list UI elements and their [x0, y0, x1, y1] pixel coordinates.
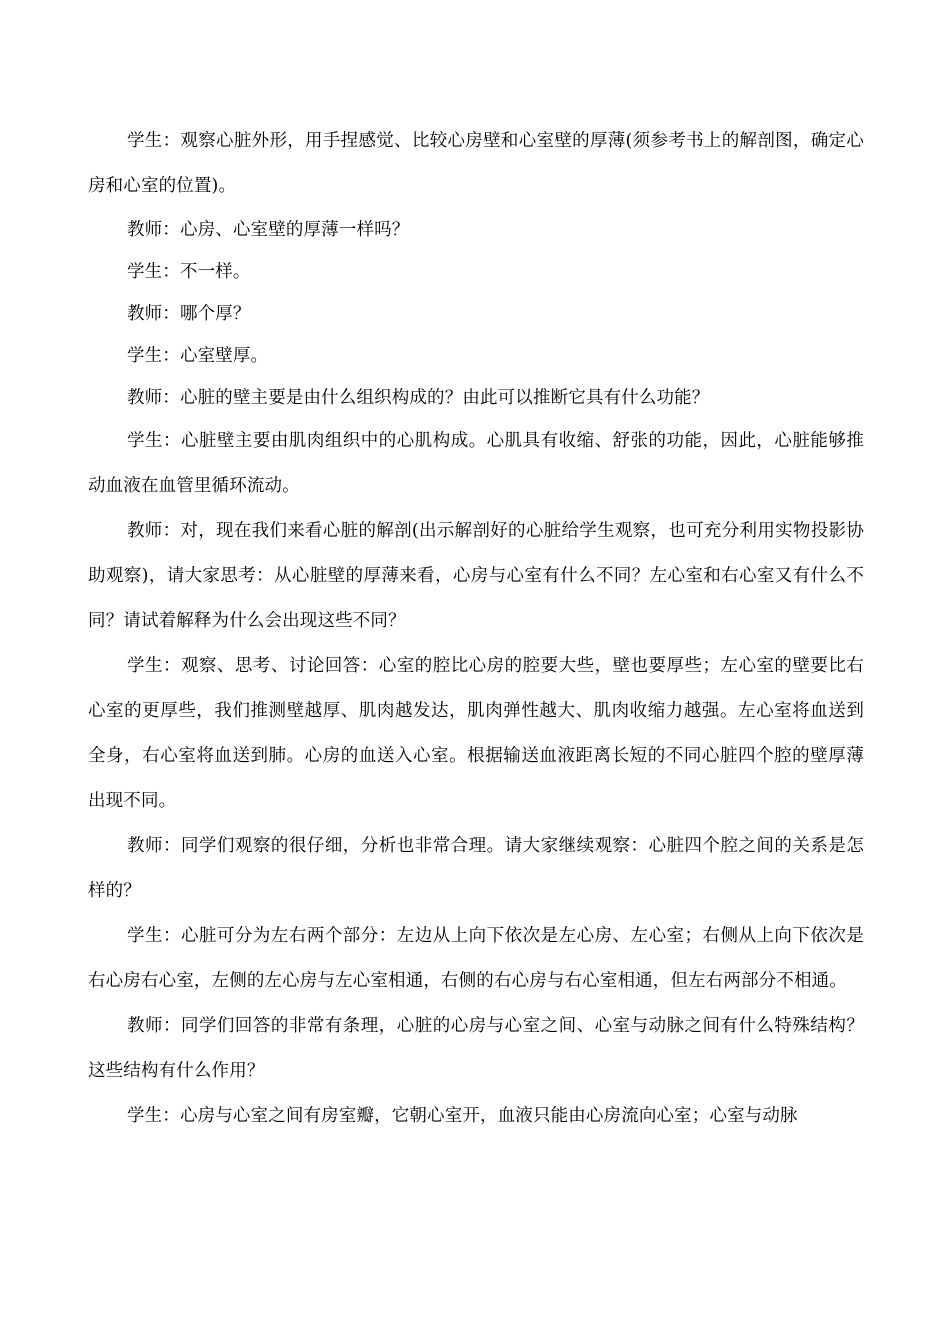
paragraph-8: 教师：对，现在我们来看心脏的解剖(出示解剖好的心脏给学生观察，也可充分利用实物投影协助观察)，请大家思考：从心脏壁的厚薄来看，心房与心室有什么不同？左心室和右心室又有什么不同？请试着解释为什么会出现这些不同？: [88, 521, 864, 631]
paragraph-1: 学生：观察心脏外形，用手捏感觉、比较心房壁和心室壁的厚薄(须参考书上的解剖图，确定心房和心室的位置)。: [88, 131, 864, 196]
paragraph-3: 学生：不一样。: [127, 262, 251, 282]
paragraph-7: 学生：心脏壁主要由肌肉组织中的心肌构成。心肌具有收缩、舒张的功能，因此，心脏能够推动血液在血管里循环流动。: [88, 431, 864, 496]
document-page: [88, 119, 864, 1139]
paragraph-12: 教师：同学们回答的非常有条理，心脏的心房与心室之间、心室与动脉之间有什么特殊结构？这些结构有什么作用？: [88, 1016, 864, 1081]
paragraph-2: 教师：心房、心室壁的厚薄一样吗？: [127, 220, 410, 240]
paragraph-11: 学生：心脏可分为左右两个部分：左边从上向下依次是左心房、左心室；右侧从上向下依次是右心房右心室，左侧的左心房与左心室相通，右侧的右心房与右心室相通，但左右两部分不相通。: [88, 926, 864, 991]
paragraph-6: 教师：心脏的壁主要是由什么组织构成的？由此可以推断它具有什么功能？: [127, 388, 710, 408]
paragraph-13: 学生：心房与心室之间有房室瓣，它朝心室开，血液只能由心房流向心室；心室与动脉: [127, 1106, 798, 1126]
paragraph-5: 学生：心室壁厚。: [127, 346, 269, 366]
paragraph-4: 教师：哪个厚？: [127, 304, 251, 324]
paragraph-9: 学生：观察、思考、讨论回答：心室的腔比心房的腔要大些，壁也要厚些；左心室的壁要比右心室的更厚些，我们推测壁越厚、肌肉越发达，肌肉弹性越大、肌肉收缩力越强。左心室将血送到全身，右心室将血送到肺。心房的血送入心室。根据输送血液距离长短的不同心脏四个腔的壁厚薄出现不同。: [88, 656, 864, 811]
paragraph-10: 教师：同学们观察的很仔细，分析也非常合理。请大家继续观察：心脏四个腔之间的关系是怎样的？: [88, 836, 864, 901]
